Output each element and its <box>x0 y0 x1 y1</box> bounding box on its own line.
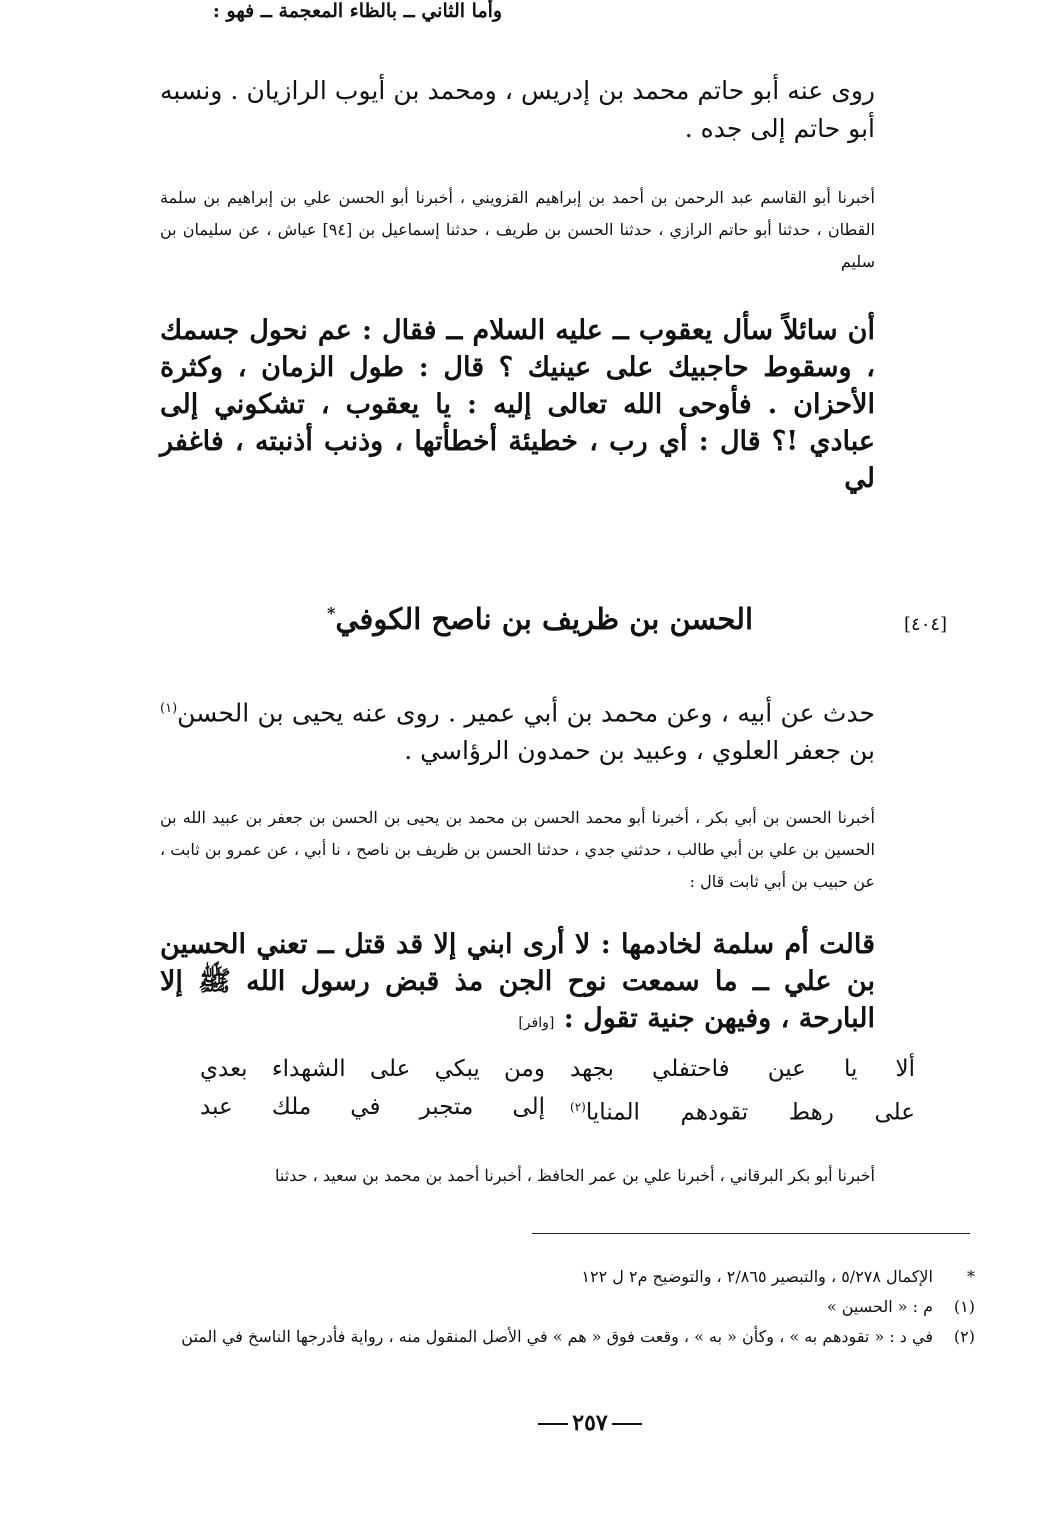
poem <box>200 1050 915 1132</box>
entry-title <box>260 602 820 636</box>
page-number-value: ٢٥٧ <box>572 1410 608 1436</box>
hadith-text-2-body: قالت أم سلمة لخادمها : لا أرى ابني إلا قد قتل ــ تعني الحسين بن علي ــ ما سمعت نوح الجن مذ قبض رسول الله ﷺ إلا البارحة ، وفيهن جنية تقول : <box>160 929 875 1034</box>
poem-hemistich-second: إلى متجبر في ملك عبد <box>200 1094 545 1120</box>
page-number-dash <box>612 1423 642 1425</box>
poem-verse <box>200 1088 915 1132</box>
footnote <box>160 1262 975 1292</box>
isnad-chain-3: أخبرنا أبو بكر البرقاني ، أخبرنا علي بن عمر الحافظ ، أخبرنا أحمد بن محمد بن سعيد ، حدثنا <box>275 1166 875 1185</box>
biography-text-end: بن جعفر العلوي ، وعبيد بن حمدون الرؤاسي . <box>404 736 875 766</box>
poem-hemistich-second: ومن يبكي على الشهداء بعدي <box>200 1056 545 1082</box>
poem-hemistich-first <box>570 1088 915 1132</box>
poem-hemistich-first-text: على رهط تقودهم المنايا <box>585 1099 915 1126</box>
footnote-mark: (١) <box>953 1297 975 1316</box>
entry-title-footnote-mark: * <box>326 603 336 623</box>
poem-verse <box>200 1050 915 1088</box>
footnote-ref-2: (٢) <box>570 1100 586 1114</box>
opening-paragraph: روى عنه أبو حاتم محمد بن إدريس ، ومحمد بن أيوب الرازيان . ونسبه أبو حاتم إلى جده . <box>160 76 875 143</box>
hadith-text-2 <box>160 926 875 1042</box>
hadith-text-1: أن سائلاً سأل يعقوب ــ عليه السلام ــ فقال : عم نحول جسمك ، وسقوط حاجبيك على عينيك ؟ قال : طول الزمان ، وكثرة الأحزان . فأوحى الله تعالى إليه : يا يعقوب ، تشكوني إلى عبادي !؟ قال : أي رب ، خطيئة أخطأتها ، وذنب أذنبته ، فاغفر لي <box>160 315 875 494</box>
biography-text-start: حدث عن أبيه ، وعن محمد بن أبي عمير . روى عنه يحيى بن الحسن <box>177 698 875 728</box>
footnote <box>160 1322 975 1352</box>
isnad-chain-2: أخبرنا الحسن بن أبي بكر ، أخبرنا أبو محمد الحسن بن محمد بن يحيى بن الحسن بن جعفر بن عبيد الله بن الحسين بن علي بن أبي طالب ، حدثني جدي ، حدثنا الحسن بن ظريف بن ناصح ، نا أبي ، عن عمرو بن ثابت ، عن حبيب بن أبي ثابت قال : <box>160 808 875 891</box>
footnote-ref-1: (١) <box>160 701 178 716</box>
isnad-chain-1: أخبرنا أبو القاسم عبد الرحمن بن أحمد بن إبراهيم القزويني ، أخبرنا أبو الحسن علي بن إبراهيم بن سلمة القطان ، حدثنا أبو حاتم الرازي ، حدثنا الحسن بن طريف ، حدثنا إسماعيل بن [٩٤] عياش ، عن سليمان بن سليم <box>160 188 876 271</box>
footnote-text: الإكمال ٥/٢٧٨ ، والتبصير ٢/٨٦٥ ، والتوضيح م٢ ل ١٢٢ <box>581 1267 933 1286</box>
page-number-dash <box>538 1423 568 1425</box>
page-number <box>400 1410 780 1436</box>
footnote-text: م : « الحسين » <box>826 1297 933 1316</box>
biography-paragraph <box>160 690 875 770</box>
footnote-separator <box>532 1233 970 1234</box>
section-heading: وأما الثاني ــ بالظاء المعجمة ــ فهو : <box>212 0 503 22</box>
footnote-mark: (٢) <box>953 1327 975 1346</box>
footnote <box>160 1292 975 1322</box>
poem-hemistich-first: ألا يا عين فاحتفلي بجهد <box>570 1056 915 1082</box>
footnote-text: في د : « تقودهم به » ، وكأن « به » ، وقعت فوق « هم » في الأصل المنقول منه ، رواية فأدرجها الناسخ في المتن <box>181 1327 933 1346</box>
footnote-mark: * <box>967 1267 975 1286</box>
entry-number: [٤٠٤] <box>904 614 948 635</box>
poem-meter-label: [وافر] <box>518 1015 555 1031</box>
entry-title-text: الحسن بن ظريف بن ناصح الكوفي <box>335 602 754 636</box>
